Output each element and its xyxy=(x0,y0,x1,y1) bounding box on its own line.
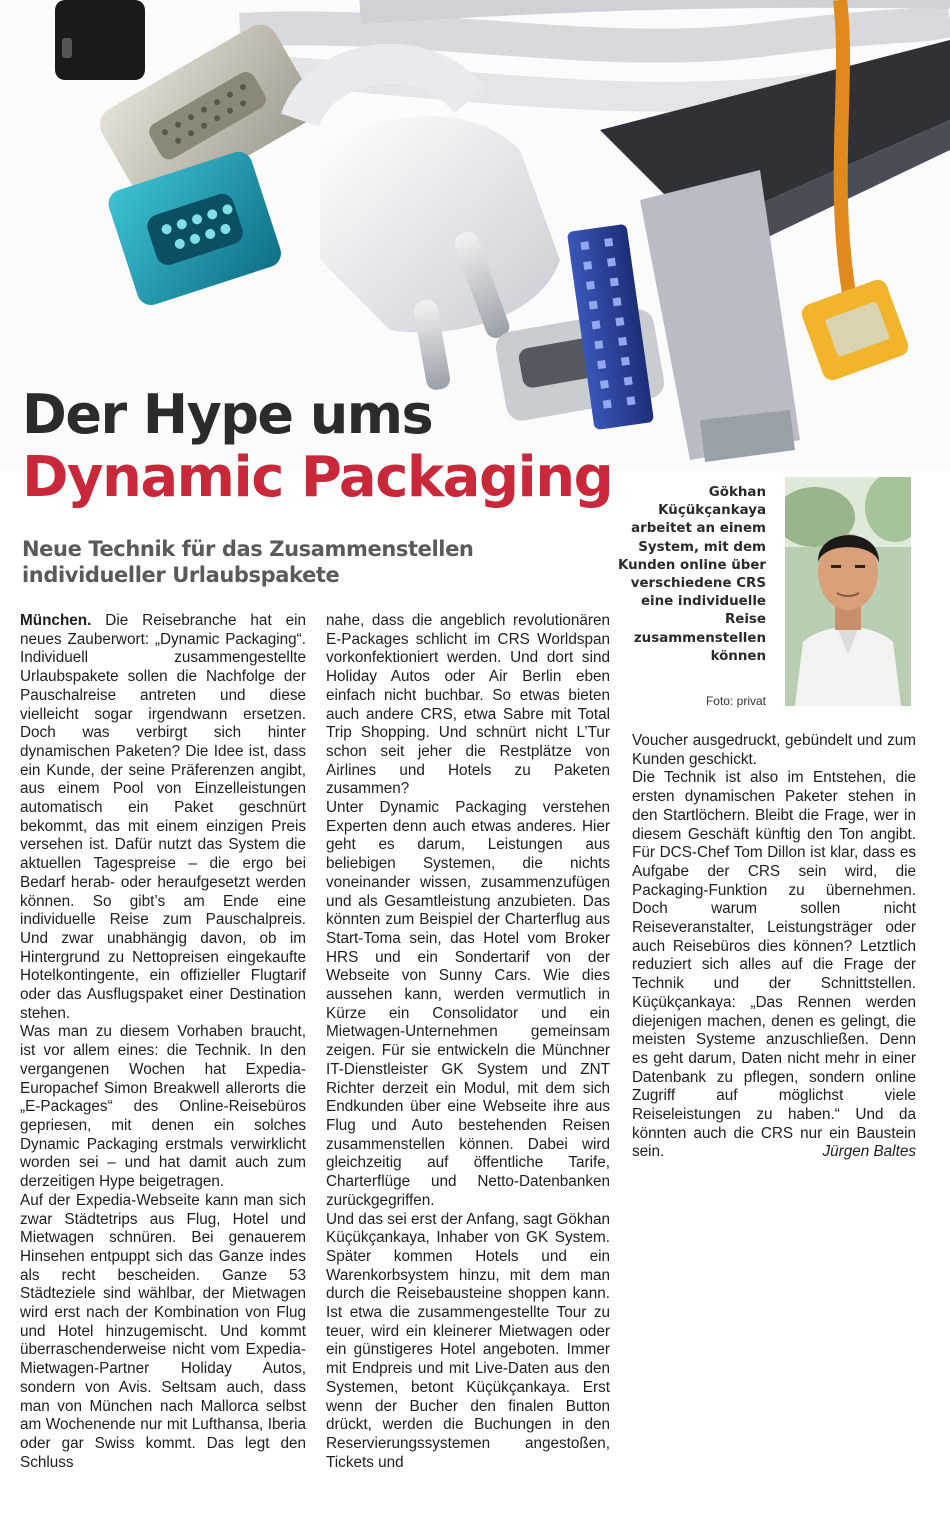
subheadline xyxy=(22,536,622,588)
headline-line-1: Der Hype ums xyxy=(22,383,433,446)
paragraph-text: Die Reisebranche hat ein neues Zauberwort: „Dynamic Packaging“. Individuell zusammengestellte Urlaubspakete sollen die Nachfolge der Pauschalreise antreten und diese vielleicht sogar irgendwann ersetzen. Doch was verbirgt sich hinter dynamischen Paketen? Die Idee ist, dass ein Kunde, der seine Präferenzen angibt, aus einem Pool von Einzelleistungen automatisch ein Paket geschnürt bekommt, das mit einem einzigen Preis versehen ist. Dafür nutzt das System die aktuellen Tagespreise – die ergo bei Bedarf herab- oder heraufgesetzt werden können. So gibt’s am Ende eine individuelle Reise zum Pauschalpreis. Und zwar unabhängig davon, ob im Hintergrund zu Nettopreisen eingekaufte Hotelkontingente, ein offizieller Flugtarif oder das Ausflugspaket einer Destination stehen. xyxy=(20,612,306,1022)
article-column-3 xyxy=(632,732,916,1162)
article-paragraph: Auf der Expedia-Webseite kann man sich zwar Städtetrips aus Flug, Hotel und Mietwagen schnüren. Bei genauerem Hinsehen entpuppt sich das Ganze indes als recht bescheiden. Ganze 53 Städteziele sind wählbar, der Mietwagen wird erst nach der Kombination von Flug und Hotel hinzugemischt. Und kommt überraschenderweise nicht vom Expedia-Mietwagen-Partner Holiday Autos, sondern von Avis. Seltsam auch, dass man von München nach Mallorca selbst am Wochenende nur mit Lufthansa, Iberia oder gar Swiss kommt. Das legt den Schluss xyxy=(20,1191,306,1471)
article-column-2 xyxy=(326,612,610,1472)
headline xyxy=(22,383,613,510)
author-byline: Jürgen Baltes xyxy=(822,1143,916,1161)
article-paragraph: Unter Dynamic Packaging verstehen Experten denn auch etwas anderes. Hier geht es darum, Leistungen aus beliebigen Systemen, die nichts voneinander wissen, zusammenzufügen und als Gesamtleistung anzubieten. Das könnten zum Beispiel der Charterflug aus Start-Toma sein, das Hotel vom Broker HRS und ein Sondertarif von der Webseite von Sunny Cars. Wie dies aussehen kann, werden vermutlich in Kürze ein Consolidator und ein Mietwagen-Unternehmen gemeinsam zeigen. Für sie entwickeln die Münchner IT-Dienstleister GK System und ZNT Richter derzeit ein Modul, mit dem sich Endkunden über eine Webseite ihre aus Flug und Auto bestehenden Reisen zusammenstellen können. Dabei wird gleichzeitig auf öffentliche Tarife, Charterflüge und Netto-Datenbanken zurückgegriffen. xyxy=(326,799,610,1209)
subheadline-line-1: Neue Technik für das Zusammenstellen xyxy=(22,537,474,561)
article-paragraph: Und das sei erst der Anfang, sagt Gökhan Küçükçankaya, Inhaber von GK System. Später kommen Hotels und ein Warenkorbsystem hinzu, mit dem man durch die Reisebausteine shoppen kann. Ist etwa die zusammengestellte Tour zu teuer, wird ein kleinerer Mietwagen oder ein günstigeres Hotel angeboten. Immer mit Endpreis und mit Live-Daten aus den Systemen, betont Küçükçankaya. Erst wenn der Bucher den finalen Button drückt, werden die Buchungen in den Reservierungssystemen angestoßen, Tickets und xyxy=(326,1210,611,1471)
article-paragraph: Voucher ausgedruckt, gebündelt und zum Kunden geschickt. xyxy=(632,732,916,768)
dateline: München. xyxy=(20,612,92,629)
subheadline-line-2: individueller Urlaubspakete xyxy=(22,563,340,587)
portrait-photo xyxy=(785,477,911,706)
headline-line-2: Dynamic Packaging xyxy=(22,445,613,510)
photo-caption: Gökhan Küçükçankaya arbeitet an einem System, mit dem Kunden online über verschiedene CRS eine individuelle Reise zusammenstellen können xyxy=(617,485,766,664)
portrait-illustration xyxy=(785,477,911,706)
article-paragraph: nahe, dass die angeblich revolutionären E-Packages schlicht im CRS Worldspan vorkonfektioniert werden. Und dort sind Holiday Autos oder Air Berlin eben einfach nicht buchbar. So etwas bieten auch andere CRS, etwa Sabre mit Total Trip Shopping. Und schnürt nicht L’Tur schon seit jeher die Restplätze von Airlines und Hotels zu Paketen zusammen? xyxy=(326,612,610,798)
article-paragraph xyxy=(632,769,916,1162)
article-column-1 xyxy=(20,612,306,1472)
article-paragraph: Was man zu diesem Vorhaben braucht, ist vor allem eines: die Technik. In den vergangenen Wochen hat Expedia-Europachef Simon Breakwell allerorts die „E-Packages“ des Online-Reisebüros gepriesen, mit denen ein solches Dynamic Packaging erstmals verwirklicht worden sei – und hat damit auch zum derzeitigen Hype beigetragen. xyxy=(20,1023,306,1191)
photo-credit: Foto: privat xyxy=(705,694,766,708)
article-paragraph xyxy=(20,612,306,1023)
paragraph-text: Die Technik ist also im Entstehen, die ersten dynamischen Paketer stehen in den Startlöchern. Bleibt die Frage, wer in diesem Geschäft künftig den Ton angibt. Für DCS-Chef Tom Dillon ist klar, dass es Aufgabe der CRS sein wird, die Packaging-Funktion zu übernehmen. Doch warum sollen nicht Reiseveranstalter, Leistungsträger oder auch Reisebüros dies können? Letztlich reduziert sich alles auf die Frage der Technik und der Schnittstellen. Küçükçankaya: „Das Rennen werden diejenigen machen, denen es gelingt, die meisten Systeme anzuschließen. Denn es geht darum, Daten nicht mehr in einer Datenbank zu pflegen, sondern online Zugriff auf möglichst viele Reiseleistungen zu haben.“ Und da könnten auch die CRS nur ein Baustein sein. xyxy=(632,769,916,1161)
